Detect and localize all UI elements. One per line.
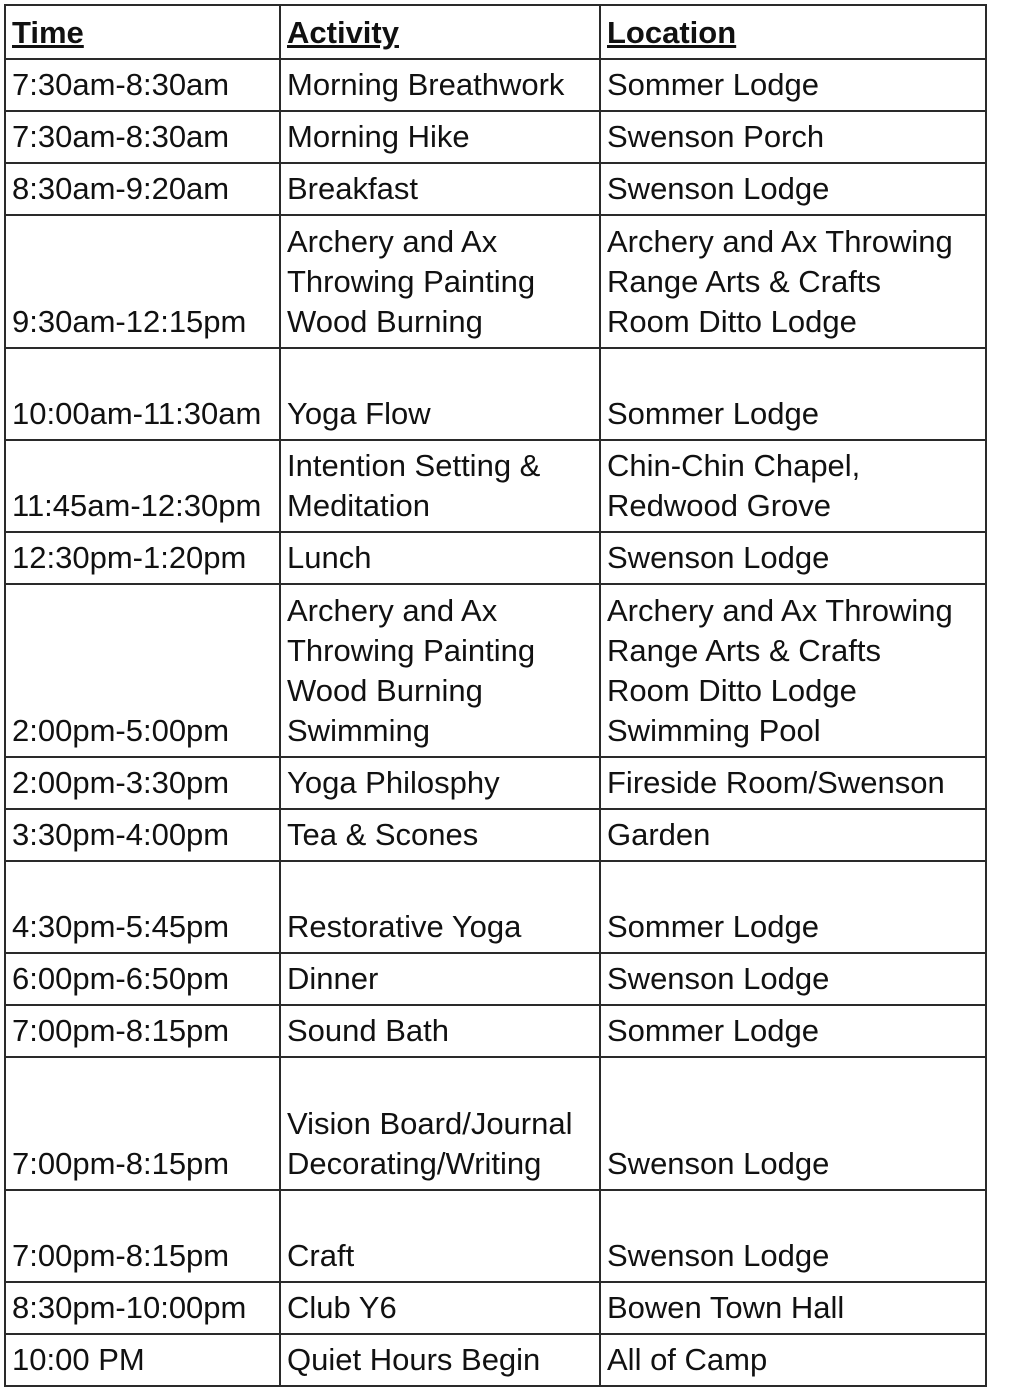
activity-cell-line: Wood Burning: [287, 673, 483, 708]
table-row: [5, 215, 986, 348]
location-cell-line: All of Camp: [607, 1342, 768, 1377]
location-cell: [600, 1334, 986, 1386]
time-cell: 6:00pm-6:50pm: [5, 953, 280, 1005]
table-row: [5, 111, 986, 163]
time-cell: 7:00pm-8:15pm: [5, 1190, 280, 1282]
location-cell-line: Swenson Lodge: [607, 961, 830, 996]
activity-cell: [280, 861, 600, 953]
location-cell-line: Fireside Room/Swenson: [607, 765, 945, 800]
location-cell-line: Room Ditto Lodge: [607, 673, 857, 708]
time-cell: 2:00pm-3:30pm: [5, 757, 280, 809]
location-cell: [600, 215, 986, 348]
location-cell-line: Archery and Ax Throwing: [607, 593, 953, 628]
location-cell: [600, 1005, 986, 1057]
activity-cell-line: Craft: [287, 1238, 355, 1273]
location-cell-line: Bowen Town Hall: [607, 1290, 845, 1325]
activity-cell-line: Wood Burning: [287, 304, 483, 339]
activity-cell-line: Meditation: [287, 488, 431, 523]
activity-cell: [280, 1334, 600, 1386]
activity-cell: [280, 215, 600, 348]
activity-cell: [280, 757, 600, 809]
location-cell: [600, 111, 986, 163]
location-cell-line: Swenson Lodge: [607, 1238, 830, 1273]
time-cell: 11:45am-12:30pm: [5, 440, 280, 532]
location-cell: [600, 348, 986, 440]
activity-cell: [280, 809, 600, 861]
location-cell: [600, 809, 986, 861]
location-cell-line: Sommer Lodge: [607, 1013, 819, 1048]
table-row: [5, 1334, 986, 1386]
table-row: [5, 1057, 986, 1190]
activity-cell-line: Sound Bath: [287, 1013, 450, 1048]
time-cell: 8:30am-9:20am: [5, 163, 280, 215]
table-row: [5, 809, 986, 861]
table-row: [5, 163, 986, 215]
activity-cell-line: Swimming: [287, 713, 430, 748]
activity-cell-line: Vision Board/Journal: [287, 1106, 573, 1141]
location-cell-line: Sommer Lodge: [607, 909, 819, 944]
activity-cell-line: Tea & Scones: [287, 817, 479, 852]
time-cell: 10:00 PM: [5, 1334, 280, 1386]
location-cell-line: Swenson Lodge: [607, 171, 830, 206]
activity-cell-line: Decorating/Writing: [287, 1146, 542, 1181]
table-row: [5, 757, 986, 809]
schedule-table: [4, 4, 987, 1387]
activity-cell: [280, 1190, 600, 1282]
activity-cell-line: Archery and Ax: [287, 224, 498, 259]
location-cell-line: Redwood Grove: [607, 488, 832, 523]
schedule-body: [5, 59, 986, 1386]
location-cell-line: Range Arts & Crafts: [607, 264, 881, 299]
location-cell: [600, 757, 986, 809]
activity-cell-line: Dinner: [287, 961, 379, 996]
time-cell: 8:30pm-10:00pm: [5, 1282, 280, 1334]
time-cell: 9:30am-12:15pm: [5, 215, 280, 348]
location-cell-line: Sommer Lodge: [607, 396, 819, 431]
location-cell: [600, 1282, 986, 1334]
time-cell: 7:30am-8:30am: [5, 111, 280, 163]
header-row: [5, 5, 986, 59]
activity-cell: [280, 532, 600, 584]
location-cell-line: Swenson Lodge: [607, 1146, 830, 1181]
header-location: Location: [600, 5, 986, 59]
location-cell-line: Swenson Porch: [607, 119, 825, 154]
time-cell: 12:30pm-1:20pm: [5, 532, 280, 584]
location-cell-line: Room Ditto Lodge: [607, 304, 857, 339]
table-row: [5, 348, 986, 440]
activity-cell: [280, 584, 600, 757]
activity-cell: [280, 440, 600, 532]
location-cell-line: Swimming Pool: [607, 713, 821, 748]
activity-cell-line: Throwing Painting: [287, 264, 536, 299]
table-row: [5, 1282, 986, 1334]
location-cell: [600, 532, 986, 584]
table-row: [5, 1005, 986, 1057]
location-cell: [600, 1057, 986, 1190]
table-row: [5, 584, 986, 757]
location-cell-line: Swenson Lodge: [607, 540, 830, 575]
activity-cell-line: Intention Setting &: [287, 448, 541, 483]
location-cell-line: Garden: [607, 817, 711, 852]
location-cell: [600, 163, 986, 215]
activity-cell-line: Archery and Ax: [287, 593, 498, 628]
activity-cell-line: Yoga Flow: [287, 396, 431, 431]
activity-cell-line: Lunch: [287, 540, 372, 575]
activity-cell-line: Quiet Hours Begin: [287, 1342, 541, 1377]
table-row: [5, 532, 986, 584]
activity-cell-line: Restorative Yoga: [287, 909, 522, 944]
header-time: Time: [5, 5, 280, 59]
location-cell: [600, 861, 986, 953]
activity-cell: [280, 111, 600, 163]
activity-cell-line: Yoga Philosphy: [287, 765, 500, 800]
time-cell: 7:00pm-8:15pm: [5, 1005, 280, 1057]
activity-cell: [280, 163, 600, 215]
table-row: [5, 1190, 986, 1282]
location-cell: [600, 584, 986, 757]
location-cell: [600, 440, 986, 532]
location-cell-line: Chin-Chin Chapel,: [607, 448, 861, 483]
table-row: [5, 59, 986, 111]
location-cell-line: Sommer Lodge: [607, 67, 819, 102]
location-cell-line: Archery and Ax Throwing: [607, 224, 953, 259]
time-cell: 3:30pm-4:00pm: [5, 809, 280, 861]
header-activity: Activity: [280, 5, 600, 59]
activity-cell-line: Club Y6: [287, 1290, 397, 1325]
time-cell: 7:30am-8:30am: [5, 59, 280, 111]
activity-cell: [280, 1282, 600, 1334]
activity-cell-line: Morning Breathwork: [287, 67, 565, 102]
table-row: [5, 440, 986, 532]
activity-cell: [280, 1057, 600, 1190]
activity-cell: [280, 1005, 600, 1057]
activity-cell-line: Breakfast: [287, 171, 418, 206]
time-cell: 4:30pm-5:45pm: [5, 861, 280, 953]
activity-cell: [280, 348, 600, 440]
activity-cell-line: Throwing Painting: [287, 633, 536, 668]
location-cell-line: Range Arts & Crafts: [607, 633, 881, 668]
activity-cell-line: Morning Hike: [287, 119, 470, 154]
activity-cell: [280, 59, 600, 111]
location-cell: [600, 1190, 986, 1282]
table-row: [5, 953, 986, 1005]
time-cell: 2:00pm-5:00pm: [5, 584, 280, 757]
time-cell: 7:00pm-8:15pm: [5, 1057, 280, 1190]
time-cell: 10:00am-11:30am: [5, 348, 280, 440]
location-cell: [600, 953, 986, 1005]
table-row: [5, 861, 986, 953]
location-cell: [600, 59, 986, 111]
activity-cell: [280, 953, 600, 1005]
